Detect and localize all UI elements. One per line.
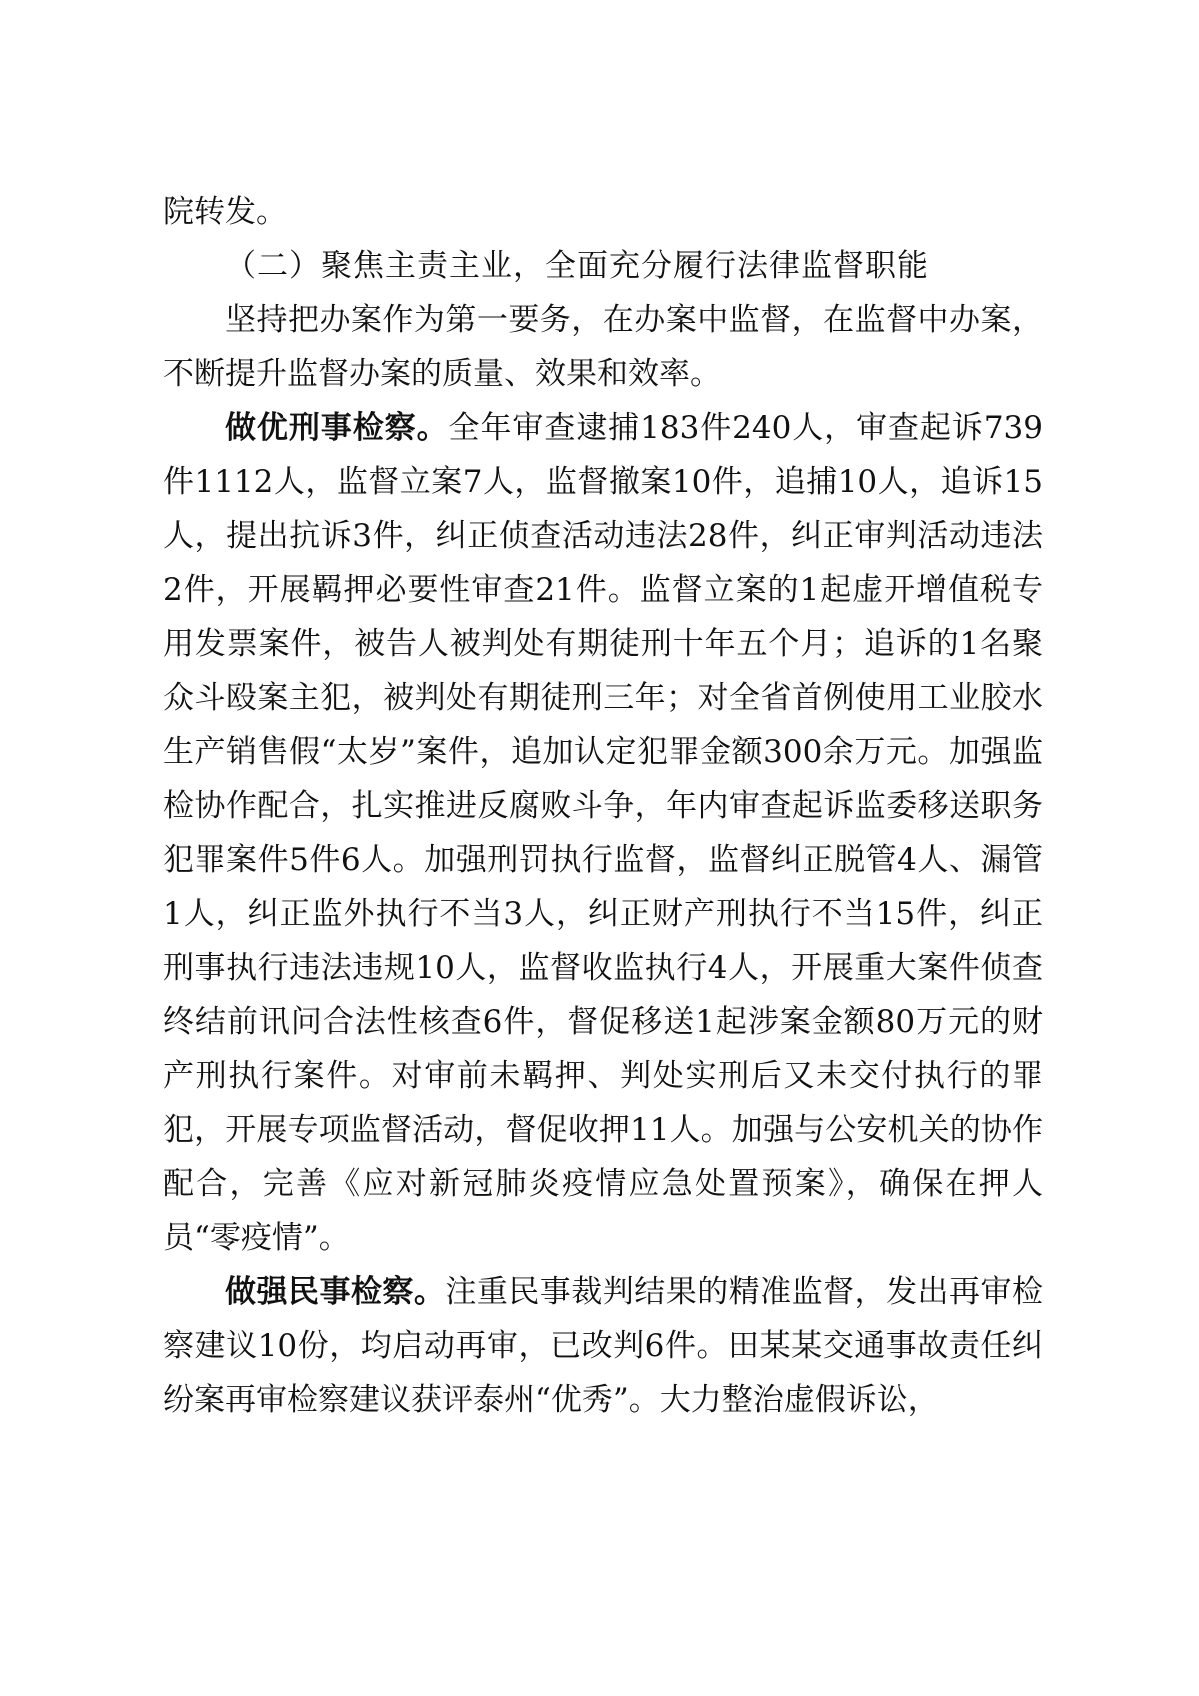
- paragraph-text: 院转发。: [163, 194, 287, 230]
- paragraph-lead: 做强民事检察。: [225, 1274, 446, 1310]
- paragraph-civil-procuratorate: [163, 1265, 1043, 1427]
- paragraph-lead: 做优刑事检察。: [225, 410, 449, 446]
- paragraph-text: 全年审查逮捕183件240人，审查起诉739件1112人，监督立案7人，监督撤案10件，追捕10人，追诉15人，提出抗诉3件，纠正侦查活动违法28件，纠正审判活动违法2件，开展羁押必要性审查21件。监督立案的1起虚开增值税专用发票案件，被告人被判处有期徒刑十年五个月；追诉的1名聚众斗殴案主犯，被判处有期徒刑三年；对全省首例使用工业胶水生产销售假“太岁”案件，追加认定犯罪金额300余万元。加强监检协作配合，扎实推进反腐败斗争，年内审查起诉监委移送职务犯罪案件5件6人。加强刑罚执行监督，监督纠正脱管4人、漏管1人，纠正监外执行不当3人，纠正财产刑执行不当15件，纠正刑事执行违法违规10人，监督收监执行4人，开展重大案件侦查终结前讯问合法性核查6件，督促移送1起涉案金额80万元的财产刑执行案件。对审前未羁押、判处实刑后又未交付执行的罪犯，开展专项监督活动，督促收押11人。加强与公安机关的协作配合，完善《应对新冠肺炎疫情应急处置预案》，确保在押人员“零疫情”。: [163, 410, 1044, 1256]
- paragraph-text: 坚持把办案作为第一要务，在办案中监督，在监督中办案，不断提升监督办案的质量、效果和效率。: [163, 302, 1043, 392]
- document-body: [163, 185, 1043, 1427]
- paragraph-text: 注重民事裁判结果的精准监督，发出再审检察建议10份，均启动再审，已改判6件。田某某交通事故责任纠纷案再审检察建议获评泰州“优秀”。大力整治虚假诉讼，: [163, 1274, 1043, 1418]
- section-heading-text: （二）聚焦主责主业，全面充分履行法律监督职能: [225, 248, 929, 284]
- section-heading: [163, 239, 1043, 293]
- paragraph-criminal-procuratorate: [163, 401, 1043, 1265]
- paragraph-intro: [163, 293, 1043, 401]
- paragraph-continuation: [163, 185, 1043, 239]
